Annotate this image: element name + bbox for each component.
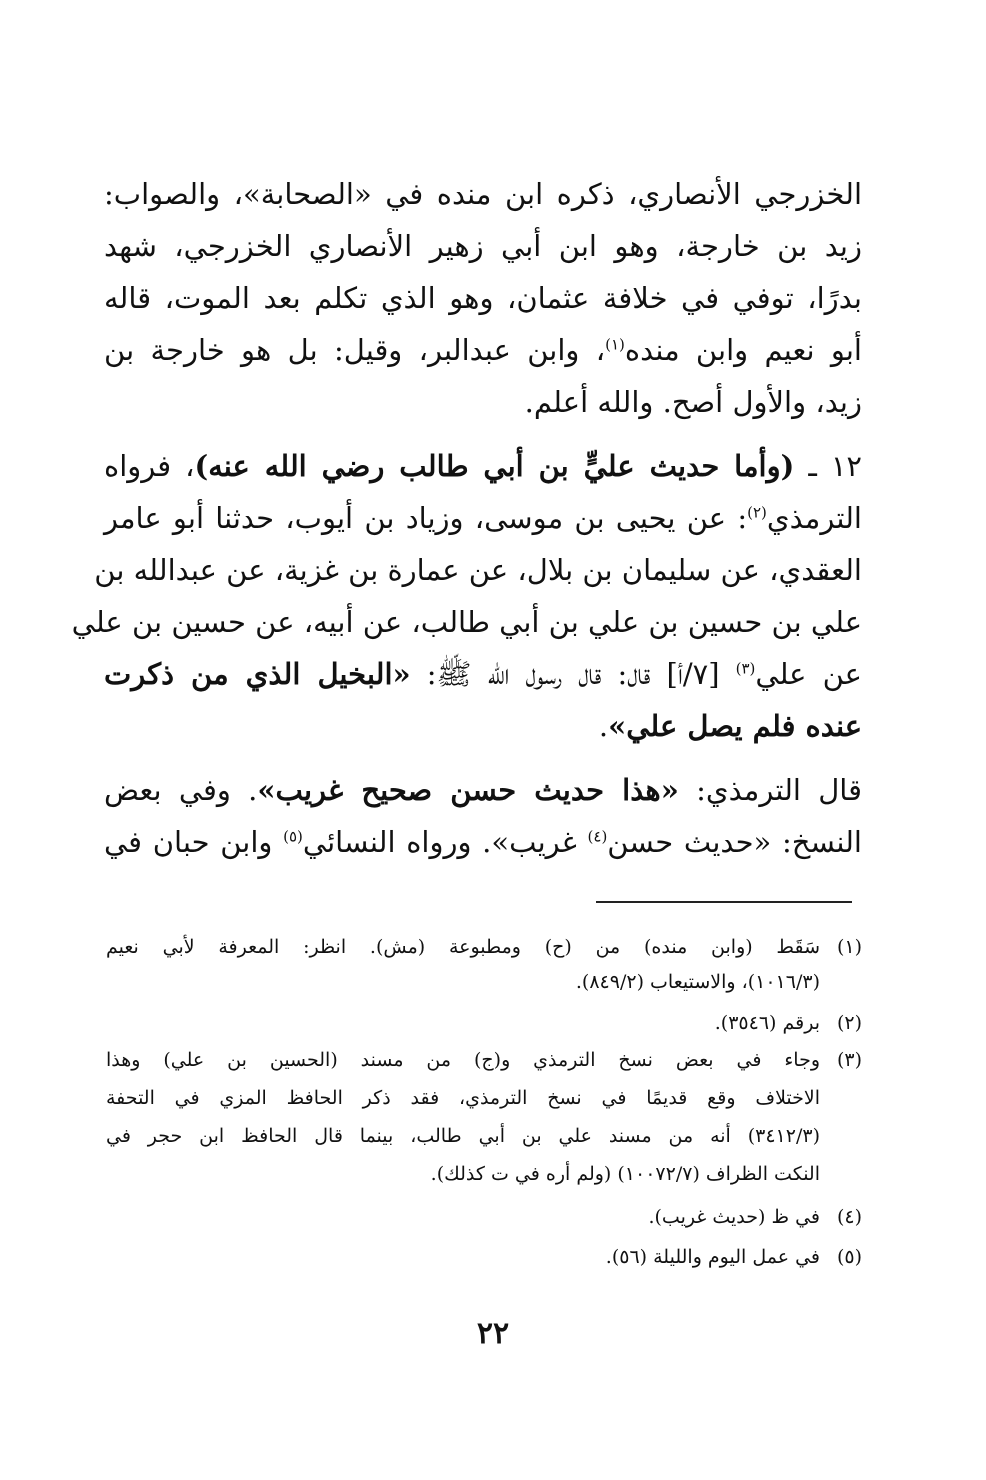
footnote-line: برقم (٣٥٤٦). xyxy=(714,1012,820,1034)
body-line-4: أبو نعيم وابن منده$^{(١)}$، وابن عبدالبر، وقيل: بل هو خارجة بن xyxy=(104,333,862,367)
body-line-7: الترمذي$^{(٢)}$: عن يحيى بن موسى، وزياد بن أيوب، حدثنا أبو عامر xyxy=(104,501,862,535)
footnote-ref-5: (٥) xyxy=(283,827,303,846)
footnote-ref-3: (٣) xyxy=(735,659,756,678)
footnote-line: سَقَط (وابن منده) من (ح) ومطبوعة (مش). انظر: المعرفة لأبي نعيم xyxy=(106,936,820,958)
body-line-1: الخزرجي الأنصاري، ذكره ابن منده في «الصحابة»، والصواب: xyxy=(104,177,862,211)
hadith-text: «البخيل الذي من ذكرت xyxy=(104,657,411,691)
footnote-number: (٣) xyxy=(836,1049,862,1071)
footnote-line: النكت الظراف (١٠٠٧٢/٧) (ولم أره في ت كذلك). xyxy=(430,1163,820,1185)
footnote-line: في عمل اليوم والليلة (٥٦). xyxy=(605,1246,820,1268)
body-line-3: بدرًا، توفي في خلافة عثمان، وهو الذي تكلم بعد الموت، قاله xyxy=(104,281,862,315)
body-line-2: زيد بن خارجة، وهو ابن أبي زهير الأنصاري الخزرجي، شهد xyxy=(104,229,862,263)
footnote-ref-1: (١) xyxy=(605,335,625,354)
footnote-ref-4: (٤) xyxy=(587,827,608,846)
body-line-5: زيد، والأول أصح. والله أعلم. xyxy=(524,385,862,419)
hadith-text-end: عنده فلم يصل علي» xyxy=(608,709,862,743)
footnote-line: (١٠١٦/٣)، والاستيعاب (٨٤٩/٢). xyxy=(575,971,820,993)
body-line-11: عنده فلم يصل علي». xyxy=(598,709,862,743)
body-line-9: علي بن حسين بن علي بن أبي طالب، عن أبيه، عن حسين بن علي xyxy=(71,605,862,639)
footnote-number: (٥) xyxy=(836,1246,862,1268)
page-number: ٢٢ xyxy=(476,1316,510,1351)
tirmidhi-grading: «هذا حديث حسن صحيح غريب» xyxy=(257,773,679,807)
footnote-line: (٣٤١٢/٣) أنه من مسند علي بن أبي طالب، بينما قال الحافظ ابن حجر في xyxy=(106,1125,820,1147)
footnote-line: الاختلاف وقع قديمًا في نسخ الترمذي، فقد ذكر الحافظ المزي في التحفة xyxy=(106,1087,820,1109)
footnote-number: (١) xyxy=(836,936,862,958)
footnote-separator xyxy=(596,901,852,903)
body-line-12: قال الترمذي: «هذا حديث حسن صحيح غريب». وفي بعض xyxy=(104,773,862,807)
body-line-6: ١٢ ـ (وأما حديث عليٍّ بن أبي طالب رضي الله عنه)، فرواه xyxy=(104,449,862,483)
footnote-number: (٢) xyxy=(836,1012,862,1034)
hadith-heading: (وأما حديث عليٍّ بن أبي طالب رضي الله عنه) xyxy=(194,449,795,483)
footnote-line: في ظ (حديث غريب). xyxy=(648,1206,820,1228)
body-line-8: العقدي، عن سليمان بن بلال، عن عمارة بن غزية، عن عبدالله بن xyxy=(94,553,862,587)
footnote-ref-2: (٢) xyxy=(747,503,767,522)
body-line-10: عن علي$^{(٣)}$ [٧/أ] قال: قال رسول الله ﷺ: «البخيل الذي من ذكرت xyxy=(104,657,862,691)
footnote-number: (٤) xyxy=(836,1206,862,1228)
footnote-line: وجاء في بعض نسخ الترمذي و(ج) من مسند (الحسين بن علي) وهذا xyxy=(106,1049,820,1071)
body-line-13: النسخ: «حديث حسن$^{(٤)}$ غريب». ورواه النسائي$^{(٥)}$ وابن حبان في xyxy=(104,825,862,859)
